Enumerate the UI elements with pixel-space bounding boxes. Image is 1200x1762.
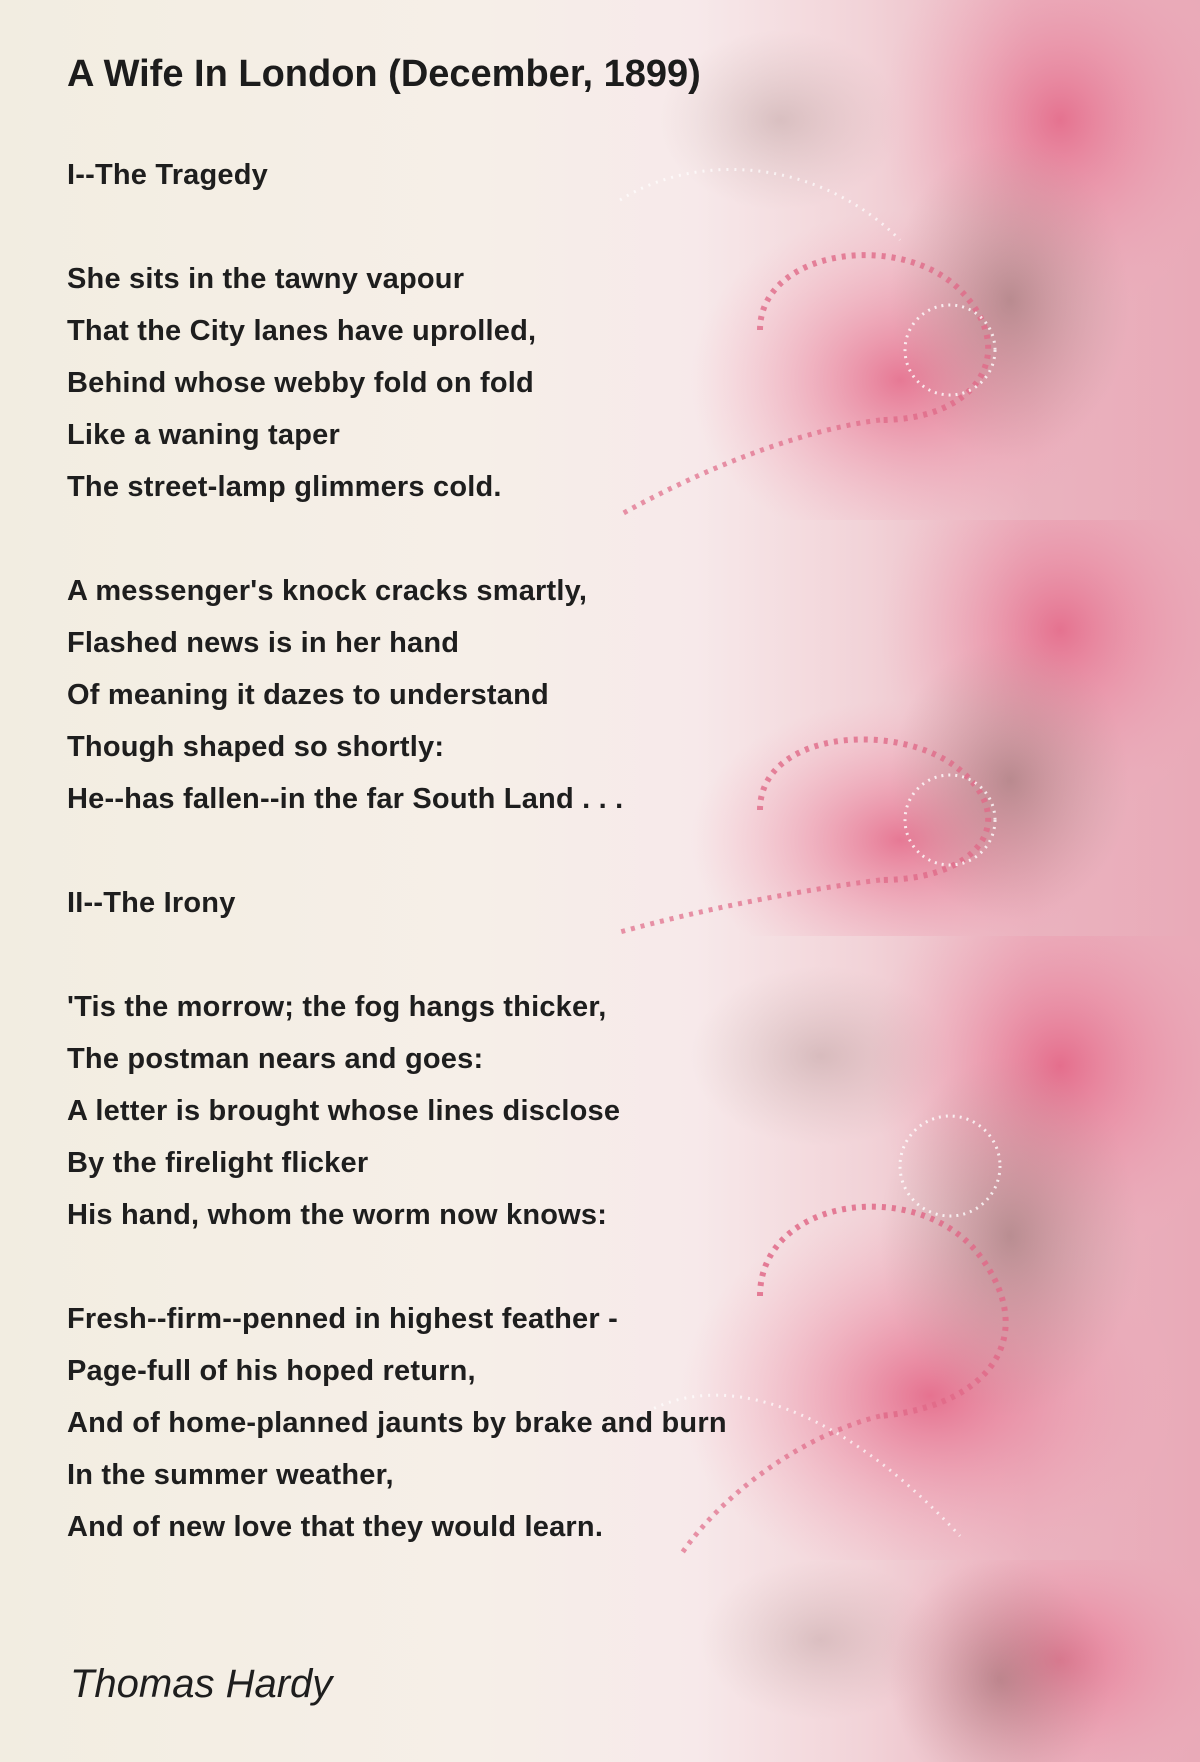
poem-line: That the City lanes have uprolled, bbox=[67, 315, 537, 347]
poem-line: By the firelight flicker bbox=[67, 1147, 369, 1179]
poem-line: She sits in the tawny vapour bbox=[67, 263, 465, 295]
poem-line: Fresh--firm--penned in highest feather - bbox=[67, 1303, 618, 1335]
poem-line: He--has fallen--in the far South Land . . . bbox=[67, 783, 624, 815]
poem-line: The postman nears and goes: bbox=[67, 1043, 484, 1075]
poem-line: Flashed news is in her hand bbox=[67, 627, 460, 659]
section-heading: II--The Irony bbox=[67, 887, 236, 919]
poem-line: In the summer weather, bbox=[67, 1459, 394, 1491]
poem-line: Like a waning taper bbox=[67, 419, 340, 451]
poem-line: And of home-planned jaunts by brake and burn bbox=[67, 1407, 727, 1439]
poem-line: Behind whose webby fold on fold bbox=[67, 367, 534, 399]
poem-line: Page-full of his hoped return, bbox=[67, 1355, 476, 1387]
poem-author: Thomas Hardy bbox=[70, 1662, 333, 1706]
poem-line: The street-lamp glimmers cold. bbox=[67, 471, 502, 503]
poem-line: A messenger's knock cracks smartly, bbox=[67, 575, 588, 607]
poem-line: Of meaning it dazes to understand bbox=[67, 679, 549, 711]
poem-line: His hand, whom the worm now knows: bbox=[67, 1199, 608, 1231]
poem-line: And of new love that they would learn. bbox=[67, 1511, 604, 1543]
poem-title: A Wife In London (December, 1899) bbox=[67, 53, 701, 95]
poem-line: Though shaped so shortly: bbox=[67, 731, 445, 763]
section-heading: I--The Tragedy bbox=[67, 159, 268, 191]
poem-line: 'Tis the morrow; the fog hangs thicker, bbox=[67, 991, 607, 1023]
poem-line: A letter is brought whose lines disclose bbox=[67, 1095, 621, 1127]
